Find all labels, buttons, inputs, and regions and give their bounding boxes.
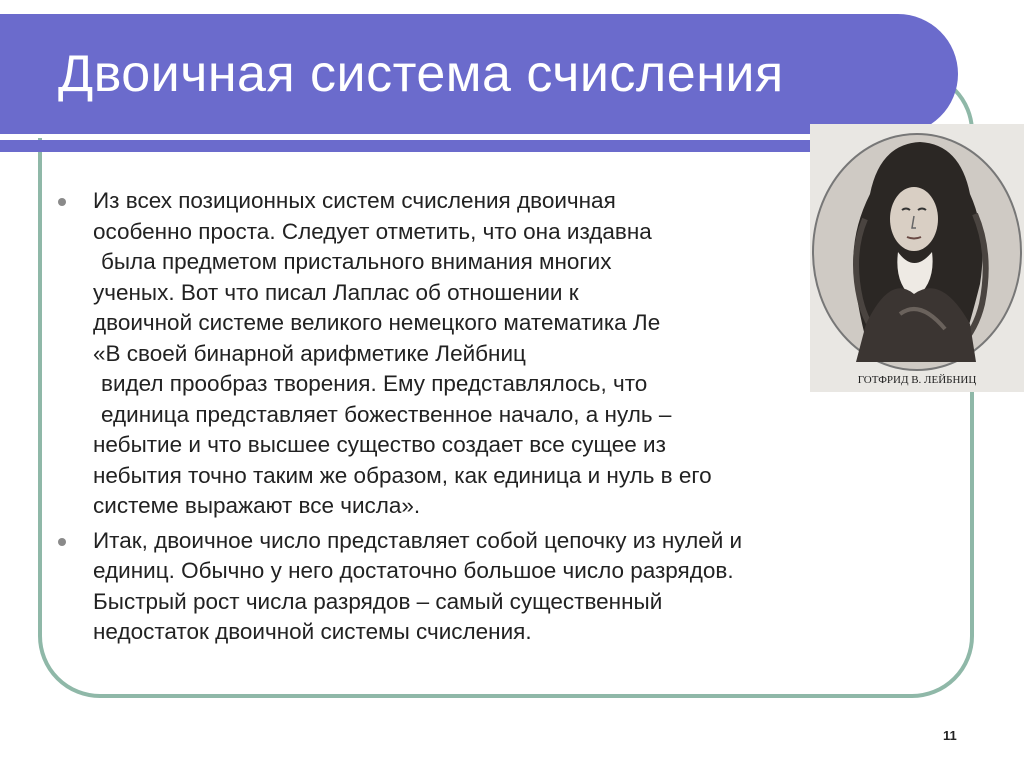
- text-line: небытия точно таким же образом, как единица и нуль в его: [93, 462, 712, 488]
- page-number: 11: [943, 728, 957, 743]
- text-line: Итак, двоичное число представляет собой цепочку из нулей и: [93, 527, 743, 553]
- text-line: недостаток двоичной системы счисления.: [93, 619, 532, 644]
- bullet-dot-icon: [58, 198, 66, 206]
- text-line: ученых. Вот что писал Лаплас об отношении к: [93, 279, 579, 305]
- portrait-caption: ГОТФРИД В. ЛЕЙБНИЦ: [857, 374, 977, 386]
- text-line: единиц. Обычно у него достаточно большое число разрядов.: [93, 558, 734, 583]
- bullet-item: [55, 186, 935, 522]
- bullet-item: [55, 526, 935, 648]
- text-line: единица представляет божественное начало, а нуль –: [101, 401, 672, 427]
- text-line: системе выражают все числа».: [93, 493, 421, 518]
- slide-title: Двоичная система счисления: [58, 45, 784, 103]
- text-line: двоичной системе великого немецкого математика Ле: [93, 310, 661, 335]
- text-line: особенно проста. Следует отметить, что она издавна: [93, 218, 652, 244]
- slide-body: [55, 186, 935, 648]
- text-line: была предметом пристального внимания многих: [101, 249, 612, 274]
- bullet-dot-icon: [58, 538, 66, 546]
- text-line: Из всех позиционных систем счисления двоичная: [93, 188, 616, 213]
- text-line: Быстрый рост числа разрядов – самый существенный: [93, 588, 663, 614]
- text-line: «В своей бинарной арифметике Лейбниц: [93, 340, 526, 366]
- text-line: небытие и что высшее существо создает все сущее из: [93, 432, 666, 457]
- text-line: видел прообраз творения. Ему представлялось, что: [101, 371, 648, 396]
